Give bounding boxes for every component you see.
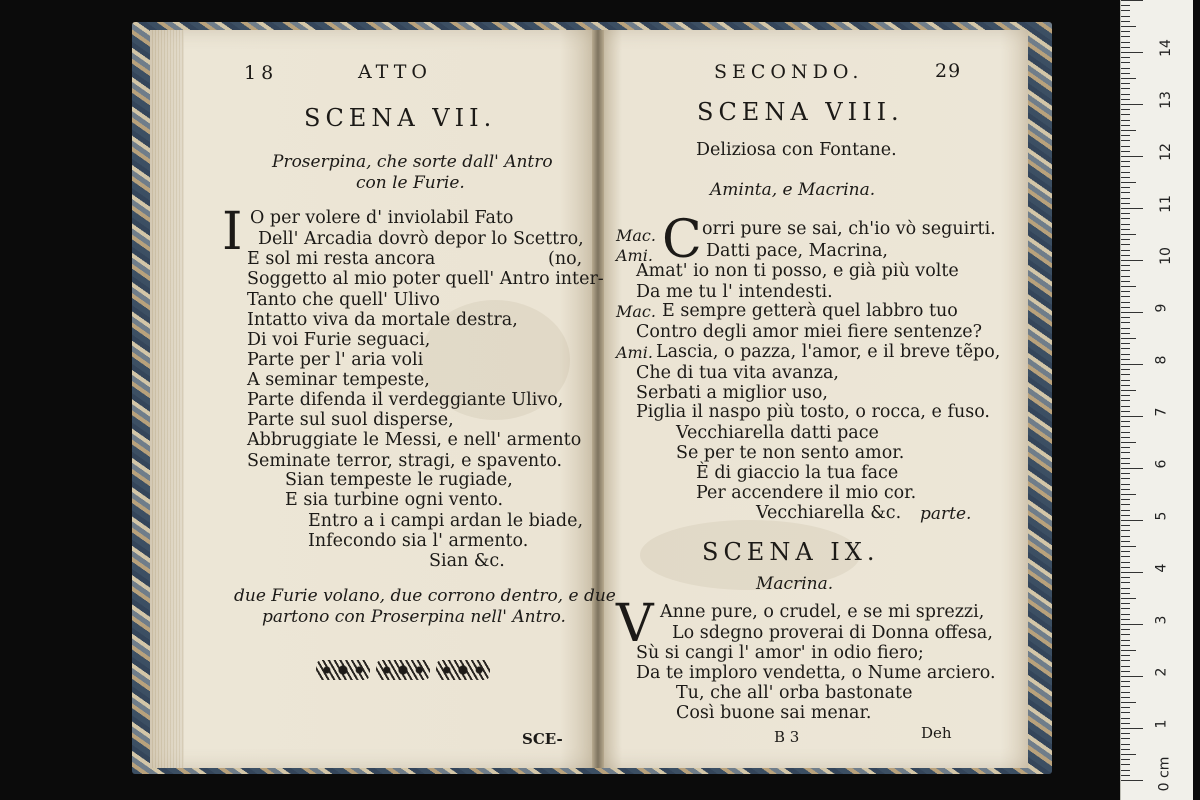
ruler-tick: [1121, 213, 1130, 214]
ruler-tick: [1121, 109, 1130, 110]
ruler-tick: [1121, 276, 1130, 277]
ruler-tick: [1121, 681, 1130, 682]
ruler-tick: [1121, 567, 1130, 568]
ruler-tick: [1121, 515, 1130, 516]
catchword-left: SCE-: [522, 730, 563, 748]
ruler-tick: [1121, 718, 1130, 719]
speaker-label: Ami.: [616, 343, 653, 362]
dialogue-line: Piglia il naspo più tosto, o rocca, e fuso.: [636, 402, 990, 422]
ruler-tick: [1121, 343, 1130, 344]
ruler-tick: [1121, 582, 1130, 583]
page-number-right: 29: [935, 60, 962, 82]
measurement-ruler: [1120, 0, 1193, 800]
ruler-tick: [1121, 369, 1130, 370]
ruler-tick: [1121, 120, 1130, 121]
ruler-tick: [1121, 494, 1136, 495]
ruler-tick: [1121, 489, 1130, 490]
ruler-tick: [1121, 666, 1130, 667]
ruler-tick: [1121, 104, 1143, 105]
ruler-tick: [1121, 338, 1136, 339]
ruler-tick: [1121, 520, 1143, 521]
ruler-tick: [1121, 484, 1130, 485]
stage-direction-line: Proserpina, che sorte dall' Antro: [272, 152, 553, 172]
dialogue-line: E sempre getterà quel labbro tuo: [662, 301, 958, 321]
ruler-tick: [1121, 546, 1136, 547]
verse-line: Lo sdegno proverai di Donna offesa,: [672, 623, 993, 643]
ruler-tick: [1121, 364, 1143, 365]
ruler-tick: [1121, 328, 1130, 329]
ruler-number: 11: [1157, 195, 1174, 213]
ruler-tick: [1121, 478, 1130, 479]
book-gutter: [592, 30, 604, 768]
fleuron-icon: [316, 660, 370, 680]
ruler-number: 13: [1157, 91, 1174, 109]
ruler-tick: [1121, 5, 1130, 6]
scene-title-viii: SCENA VIII.: [697, 98, 904, 126]
verse-line: Parte per l' aria voli: [247, 350, 424, 370]
ruler-tick: [1121, 83, 1130, 84]
fleuron-icon: [436, 660, 490, 680]
ruler-tick: [1121, 322, 1130, 323]
ruler-tick: [1121, 764, 1130, 765]
ruler-tick: [1121, 47, 1130, 48]
ruler-tick: [1121, 218, 1130, 219]
ruler-tick: [1121, 770, 1130, 771]
ruler-tick: [1121, 525, 1130, 526]
running-head-right: SECONDO.: [714, 61, 864, 83]
ruler-tick: [1121, 224, 1130, 225]
ruler-tick: [1121, 650, 1136, 651]
dialogue-line: Contro degli amor miei fiere sentenze?: [636, 322, 982, 342]
ruler-tick: [1121, 692, 1130, 693]
ruler-tick: [1121, 99, 1130, 100]
fleuron-icon: [376, 660, 430, 680]
dialogue-line: Vecchiarella &c.: [756, 503, 902, 523]
verse-line: Da te imploro vendetta, o Nume arciero.: [636, 663, 996, 683]
ruler-tick: [1121, 629, 1130, 630]
ruler-tick: [1121, 260, 1143, 261]
ruler-tick: [1121, 244, 1130, 245]
ruler-tick: [1121, 31, 1130, 32]
ruler-tick: [1121, 156, 1143, 157]
ruler-tick: [1121, 723, 1130, 724]
ruler-tick: [1121, 36, 1130, 37]
ruler-tick: [1121, 598, 1136, 599]
ruler-tick: [1121, 614, 1130, 615]
ruler-tick: [1121, 510, 1130, 511]
verse-line-fragment: (no,: [548, 249, 583, 269]
speaker-label: Mac.: [616, 302, 656, 321]
ruler-tick: [1121, 10, 1130, 11]
ruler-tick: [1121, 380, 1130, 381]
closing-direction-line: partono con Proserpina nell' Antro.: [262, 607, 566, 627]
verse-line: Sù si cangi l' amor' in odio fiero;: [636, 643, 924, 663]
ruler-tick: [1121, 437, 1130, 438]
page-edges: [150, 30, 184, 768]
dialogue-line: Datti pace, Macrina,: [706, 241, 888, 261]
ruler-tick: [1121, 385, 1130, 386]
ruler-tick: [1121, 603, 1130, 604]
verse-line: A seminar tempeste,: [247, 370, 430, 390]
ruler-tick: [1121, 42, 1130, 43]
ruler-tick: [1121, 738, 1130, 739]
ruler-tick: [1121, 416, 1143, 417]
ruler-tick: [1121, 712, 1130, 713]
ruler-tick: [1121, 151, 1130, 152]
ruler-tick: [1121, 333, 1130, 334]
ruler-number: 6: [1153, 459, 1170, 469]
running-head-left: ATTO: [358, 61, 432, 83]
dialogue-line: Da me tu l' intendesti.: [636, 282, 833, 302]
ruler-tick: [1121, 733, 1130, 734]
ruler-tick: [1121, 608, 1130, 609]
dialogue-line: Se per te non sento amor.: [676, 443, 905, 463]
ruler-tick: [1121, 562, 1130, 563]
verse-line: Entro a i campi ardan le biade,: [308, 511, 584, 531]
ruler-tick: [1121, 411, 1130, 412]
ruler-tick: [1121, 166, 1130, 167]
ruler-tick: [1121, 452, 1130, 453]
ruler-tick: [1121, 645, 1130, 646]
dialogue-line: Amat' io non ti posso, e già più volte: [636, 261, 959, 281]
ruler-tick: [1121, 94, 1130, 95]
ruler-tick: [1121, 744, 1130, 745]
ruler-tick: [1121, 432, 1130, 433]
ruler-tick: [1121, 0, 1143, 1]
ruler-tick: [1121, 541, 1130, 542]
scene-setting: Deliziosa con Fontane.: [696, 140, 897, 160]
ruler-tick: [1121, 78, 1136, 79]
ruler-tick: [1121, 473, 1130, 474]
ruler-tick: [1121, 588, 1130, 589]
ruler-tick: [1121, 458, 1130, 459]
ruler-tick: [1121, 291, 1130, 292]
stage-direction-line: con le Furie.: [356, 173, 465, 193]
dialogue-line: Serbati a miglior uso,: [636, 383, 828, 403]
dialogue-line: È di giaccio la tua face: [696, 463, 899, 483]
ruler-tick: [1121, 468, 1143, 469]
ruler-tick: [1121, 759, 1130, 760]
ruler-tick: [1121, 702, 1136, 703]
ruler-tick: [1121, 697, 1130, 698]
catchword-right: Deh: [921, 724, 952, 742]
ruler-tick: [1121, 140, 1130, 141]
ornament-fleuron: [316, 660, 490, 680]
ruler-tick: [1121, 530, 1130, 531]
ruler-number: 3: [1153, 615, 1170, 625]
scene-character: Macrina.: [756, 574, 834, 594]
ruler-tick: [1121, 572, 1143, 573]
ruler-tick: [1121, 686, 1130, 687]
ruler-tick: [1121, 619, 1130, 620]
ruler-tick: [1121, 312, 1143, 313]
ruler-tick: [1121, 749, 1130, 750]
ruler-tick: [1121, 296, 1130, 297]
ruler-tick: [1121, 536, 1130, 537]
dialogue-line: Che di tua vita avanza,: [636, 363, 839, 383]
ruler-tick: [1121, 390, 1136, 391]
ruler-tick: [1121, 286, 1136, 287]
ruler-tick: [1121, 234, 1136, 235]
ruler-tick: [1121, 265, 1130, 266]
ruler-tick: [1121, 676, 1143, 677]
ruler-tick: [1121, 73, 1130, 74]
verse-line: Sian &c.: [429, 551, 505, 571]
ruler-number: 9: [1153, 303, 1170, 313]
ruler-tick: [1121, 634, 1130, 635]
ruler-tick: [1121, 307, 1130, 308]
signature-mark: B 3: [774, 728, 800, 746]
ruler-number: 5: [1153, 511, 1170, 521]
ruler-tick: [1121, 255, 1130, 256]
verse-line: Parte difenda il verdeggiante Ulivo,: [247, 390, 564, 410]
verse-line: E sol mi resta ancora: [247, 249, 436, 269]
ruler-tick: [1121, 302, 1130, 303]
scene-title-vii: SCENA VII.: [304, 104, 497, 132]
ruler-tick: [1121, 57, 1130, 58]
ruler-tick: [1121, 556, 1130, 557]
ruler-tick: [1121, 16, 1130, 17]
ruler-tick: [1121, 270, 1130, 271]
closing-direction-line: due Furie volano, due corrono dentro, e due: [234, 586, 616, 606]
speaker-label: Mac.: [616, 226, 656, 245]
exit-direction: parte.: [920, 504, 972, 524]
ruler-tick: [1121, 281, 1130, 282]
ruler-tick: [1121, 88, 1130, 89]
ruler-tick: [1121, 421, 1130, 422]
ruler-tick: [1121, 354, 1130, 355]
ruler-tick: [1121, 707, 1130, 708]
ruler-tick: [1121, 250, 1130, 251]
ruler-tick: [1121, 442, 1136, 443]
ruler-tick: [1121, 208, 1143, 209]
ruler-tick: [1121, 754, 1136, 755]
ruler-tick: [1121, 447, 1130, 448]
scene-characters: Aminta, e Macrina.: [710, 180, 876, 200]
ruler-tick: [1121, 125, 1130, 126]
ruler-tick: [1121, 52, 1143, 53]
dialogue-line: orri pure se sai, ch'io vò seguirti.: [702, 219, 996, 239]
ruler-tick: [1121, 114, 1130, 115]
ruler-tick: [1121, 577, 1130, 578]
ruler-tick: [1121, 624, 1143, 625]
verse-line: Abbruggiate le Messi, e nell' armento: [247, 430, 582, 450]
ruler-number: 2: [1153, 667, 1170, 677]
verse-line: Intatto viva da mortale destra,: [247, 310, 518, 330]
ruler-number: 12: [1157, 143, 1174, 161]
ruler-number: 4: [1153, 563, 1170, 573]
drop-cap-v: V: [616, 594, 654, 654]
ruler-tick: [1121, 172, 1130, 173]
ruler-tick: [1121, 426, 1130, 427]
ruler-tick: [1121, 229, 1130, 230]
ruler-number: 7: [1153, 407, 1170, 417]
ruler-tick: [1121, 130, 1136, 131]
ruler-tick: [1121, 192, 1130, 193]
ruler-tick: [1121, 671, 1130, 672]
ruler-tick: [1121, 68, 1130, 69]
verse-line: Parte sul suol disperse,: [247, 410, 454, 430]
ruler-tick: [1121, 62, 1130, 63]
ruler-tick: [1121, 146, 1130, 147]
ruler-number: 14: [1157, 39, 1174, 57]
ruler-tick: [1121, 21, 1130, 22]
ruler-tick: [1121, 775, 1130, 776]
dialogue-line: Per accendere il mio cor.: [696, 483, 917, 503]
ruler-tick: [1121, 198, 1130, 199]
verse-line: O per volere d' inviolabil Fato: [250, 208, 514, 228]
ruler-tick: [1121, 203, 1130, 204]
ruler-number: 1: [1153, 719, 1170, 729]
verse-line: Tu, che all' orba bastonate: [676, 683, 913, 703]
ruler-number: 10: [1157, 247, 1174, 265]
verse-line: E sia turbine ogni vento.: [285, 490, 504, 510]
verse-line: Dell' Arcadia dovrò depor lo Scettro,: [258, 229, 584, 249]
speaker-label: Ami.: [616, 246, 653, 265]
ruler-tick: [1121, 239, 1130, 240]
verse-line: Di voi Furie seguaci,: [247, 330, 431, 350]
ruler-tick: [1121, 728, 1143, 729]
verse-line: Seminate terror, stragi, e spavento.: [247, 451, 563, 471]
ruler-tick: [1121, 135, 1130, 136]
verse-line: Tanto che quell' Ulivo: [247, 290, 440, 310]
ruler-tick: [1121, 504, 1130, 505]
ruler-tick: [1121, 551, 1130, 552]
page-number-left: 18: [244, 62, 279, 84]
verse-line: Anne pure, o crudel, e se mi sprezzi,: [660, 602, 985, 622]
ruler-tick: [1121, 400, 1130, 401]
dialogue-line: Vecchiarella datti pace: [676, 423, 879, 443]
ruler-tick: [1121, 499, 1130, 500]
ruler-tick: [1121, 640, 1130, 641]
ruler-tick: [1121, 406, 1130, 407]
ruler-tick: [1121, 161, 1130, 162]
ruler-tick: [1121, 395, 1130, 396]
drop-cap-c: C: [662, 210, 702, 270]
ruler-tick: [1121, 177, 1130, 178]
ruler-number: 0 cm: [1156, 756, 1173, 792]
verse-line: Sian tempeste le rugiade,: [285, 470, 513, 490]
ruler-tick: [1121, 660, 1130, 661]
ruler-tick: [1121, 182, 1136, 183]
ruler-tick: [1121, 359, 1130, 360]
ruler-tick: [1121, 374, 1130, 375]
ruler-tick: [1121, 187, 1130, 188]
ruler-number: 8: [1153, 355, 1170, 365]
ruler-tick: [1121, 26, 1136, 27]
verse-line: Infecondo sia l' armento.: [308, 531, 529, 551]
verse-line: Soggetto al mio poter quell' Antro inter-: [247, 269, 604, 289]
ruler-tick: [1121, 655, 1130, 656]
verse-line: Così buone sai menar.: [676, 703, 872, 723]
drop-cap-i: I: [222, 202, 243, 262]
ruler-tick: [1121, 317, 1130, 318]
ruler-tick: [1121, 463, 1130, 464]
scene-title-ix: SCENA IX.: [702, 538, 880, 566]
ruler-tick: [1121, 348, 1130, 349]
ruler-tick: [1121, 593, 1130, 594]
dialogue-line: Lascia, o pazza, l'amor, e il breve tẽpo,: [656, 342, 1001, 362]
ruler-tick: [1121, 780, 1143, 781]
